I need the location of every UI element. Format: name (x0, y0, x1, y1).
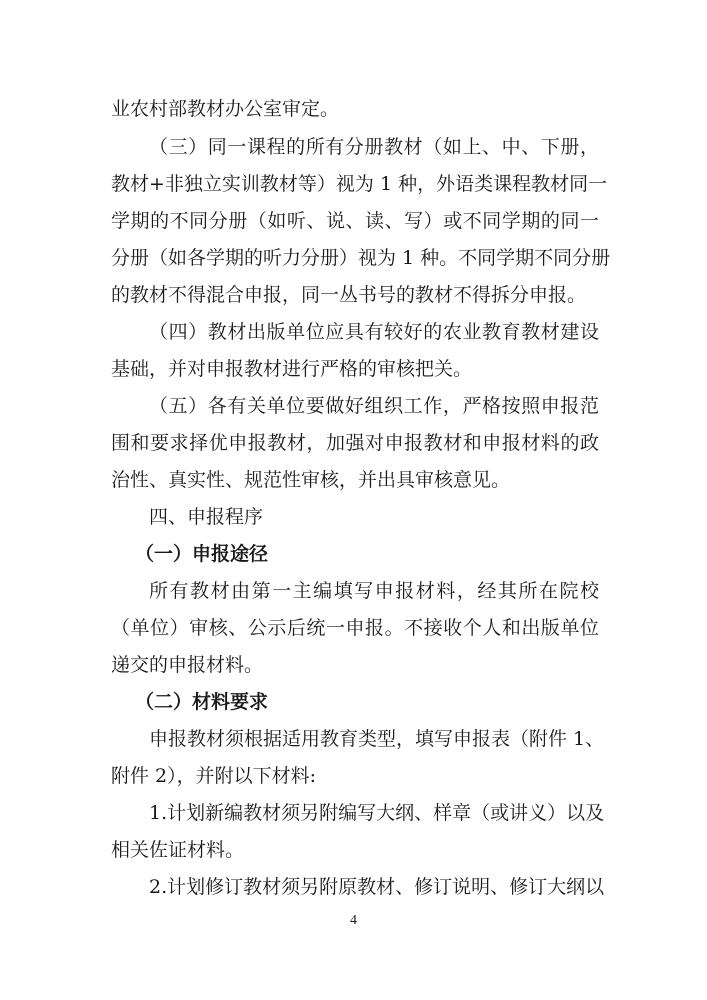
text-line: （单位）审核、公示后统一申报。不接收个人和出版单位 (111, 617, 599, 639)
text-line: 相关佐证材料。 (111, 839, 245, 861)
text-line: 围和要求择优申报教材，加强对申报教材和申报材料的政 (111, 432, 599, 454)
text-line: （三）同一课程的所有分册教材（如上、中、下册， (149, 136, 599, 158)
text-line: 业农村部教材办公室审定。 (111, 98, 340, 120)
text-line: 1.计划新编教材须另附编写大纲、样章（或讲义）以及 (149, 802, 605, 824)
section-heading: 四、申报程序 (149, 506, 264, 528)
text-line: 递交的申报材料。 (111, 654, 264, 676)
text-line: 学期的不同分册（如听、说、读、写）或不同学期的同一 (111, 210, 599, 232)
text-line: 所有教材由第一主编填写申报材料，经其所在院校 (149, 580, 599, 602)
text-line: 教材+非独立实训教材等）视为 1 种，外语类课程教材同一 (111, 173, 608, 195)
text-line: （五）各有关单位要做好组织工作，严格按照申报范 (149, 395, 599, 417)
subsection-heading: （二）材料要求 (135, 691, 269, 713)
text-line: 分册（如各学期的听力分册）视为 1 种。不同学期不同分册 (111, 247, 611, 269)
text-line: 2.计划修订教材须另附原教材、修订说明、修订大纲以 (149, 876, 605, 898)
text-line: 基础，并对申报教材进行严格的审核把关。 (111, 358, 473, 380)
text-line: （四）教材出版单位应具有较好的农业教育教材建设 (149, 321, 599, 343)
page-number: 4 (350, 913, 357, 928)
text-line: 治性、真实性、规范性审核，并出具审核意见。 (111, 469, 511, 491)
text-line: 附件 2），并附以下材料: (111, 765, 317, 787)
subsection-heading: （一）申报途径 (135, 543, 269, 565)
text-line: 的教材不得混合申报，同一丛书号的教材不得拆分申报。 (111, 284, 587, 306)
text-line: 申报教材须根据适用教育类型，填写申报表（附件 1、 (149, 728, 605, 750)
